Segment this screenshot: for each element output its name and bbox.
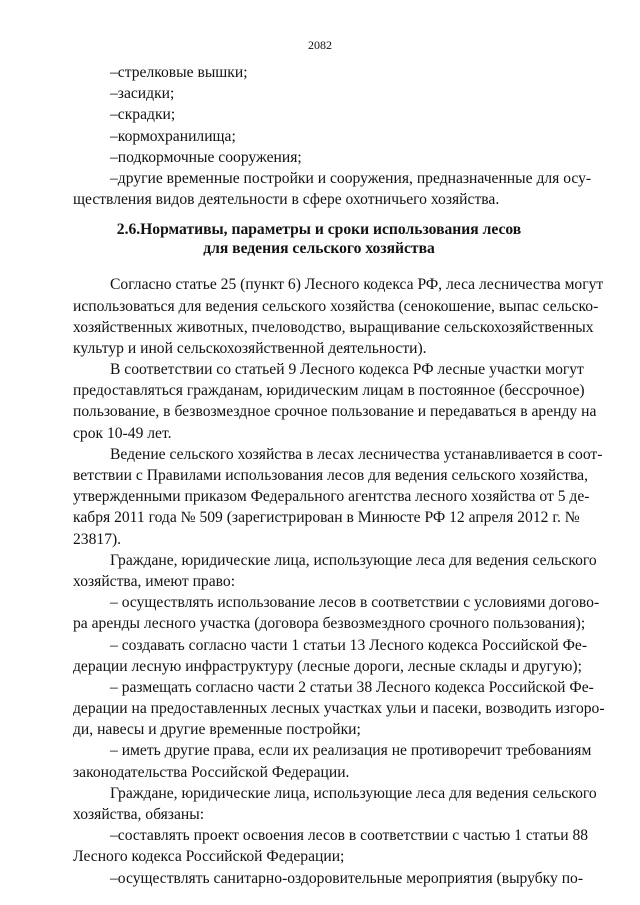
paragraph-line: ществления видов деятельности в сфере охотничьего хозяйства. xyxy=(73,191,500,209)
paragraph-line: дерации на предоставленных лесных участках ульи и пасеки, возводить изгоро- xyxy=(73,700,605,718)
paragraph-line: ди, навесы и другие временные постройки; xyxy=(73,721,361,739)
list-item: –засидки; xyxy=(110,85,175,103)
paragraph-line: культур и иной сельскохозяйственной деятельности). xyxy=(73,339,427,357)
paragraph-line: хозяйственных животных, пчеловодство, выращивание сельскохозяйственных xyxy=(73,318,594,336)
heading-line: 2.6.Нормативы, параметры и сроки использования лесов xyxy=(116,221,522,239)
paragraph-line: утвержденными приказом Федерального агентства лесного хозяйства от 5 де- xyxy=(73,488,590,506)
paragraph-line: Ведение сельского хозяйства в лесах лесничества устанавливается в соот- xyxy=(110,445,603,463)
paragraph-line: пользование, в безвозмездное срочное пользование и передаваться в аренду на xyxy=(73,403,597,421)
paragraph-line: – создавать согласно части 1 статьи 13 Лесного кодекса Российской Фе- xyxy=(110,636,588,654)
paragraph-line: – размещать согласно части 2 статьи 38 Лесного кодекса Российской Фе- xyxy=(110,678,594,696)
paragraph-line: Граждане, юридические лица, использующие леса для ведения сельского xyxy=(110,551,597,569)
paragraph-line: хозяйства, обязаны: xyxy=(73,806,205,823)
paragraph-line: – осуществлять использование лесов в соответствии с условиями догово- xyxy=(110,594,600,612)
paragraph-line: хозяйства, имеют право: xyxy=(73,572,236,590)
paragraph-line: –другие временные постройки и сооружения, предназначенные для осу- xyxy=(110,169,592,187)
paragraph-line: – иметь другие права, если их реализация не противоречит требованиям xyxy=(110,742,592,760)
list-item: –подкормочные сооружения; xyxy=(110,148,302,166)
paragraph-line: –составлять проект освоения лесов в соответствии с частью 1 статьи 88 xyxy=(110,827,589,845)
paragraph-line: предоставляться гражданам, юридическим лицам в постоянное (бессрочное) xyxy=(73,382,585,400)
paragraph-line: Согласно статье 25 (пункт 6) Лесного кодекса РФ, леса лесничества могут xyxy=(110,276,604,294)
paragraph-line: Граждане, юридические лица, использующие леса для ведения сельского xyxy=(110,784,597,802)
document-body xyxy=(73,62,605,889)
list-item: –стрелковые вышки; xyxy=(110,64,248,81)
list-item: –скрадки; xyxy=(110,106,176,124)
paragraph-line: срок 10-49 лет. xyxy=(73,424,172,442)
paragraph-line: 23817). xyxy=(73,530,122,548)
section-heading xyxy=(73,220,565,258)
list-item: –кормохранилища; xyxy=(110,127,236,145)
page-number: 2082 xyxy=(308,38,332,52)
paragraph-line: использоваться для ведения сельского хозяйства (сенокошение, выпас сельско- xyxy=(73,297,599,315)
paragraph-line: ра аренды лесного участка (договора безвозмездного срочного пользования); xyxy=(73,615,586,633)
paragraph-line: дерации лесную инфраструктуру (лесные дороги, лесные склады и другую); xyxy=(73,657,582,675)
paragraph-line: кабря 2011 года № 509 (зарегистрирован в Минюсте РФ 12 апреля 2012 г. № xyxy=(73,509,580,527)
paragraph-line: –осуществлять санитарно-оздоровительные мероприятия (вырубку по- xyxy=(110,869,584,887)
paragraph-line: законодательства Российской Федерации. xyxy=(73,763,350,781)
paragraph-line: ветствии с Правилами использования лесов для ведения сельского хозяйства, xyxy=(73,467,588,484)
paragraph-line: В соответствии со статьей 9 Лесного кодекса РФ лесные участки могут xyxy=(110,361,584,379)
heading-line: для ведения сельского хозяйства xyxy=(203,240,435,258)
paragraph-line: Лесного кодекса Российской Федерации; xyxy=(73,848,345,866)
